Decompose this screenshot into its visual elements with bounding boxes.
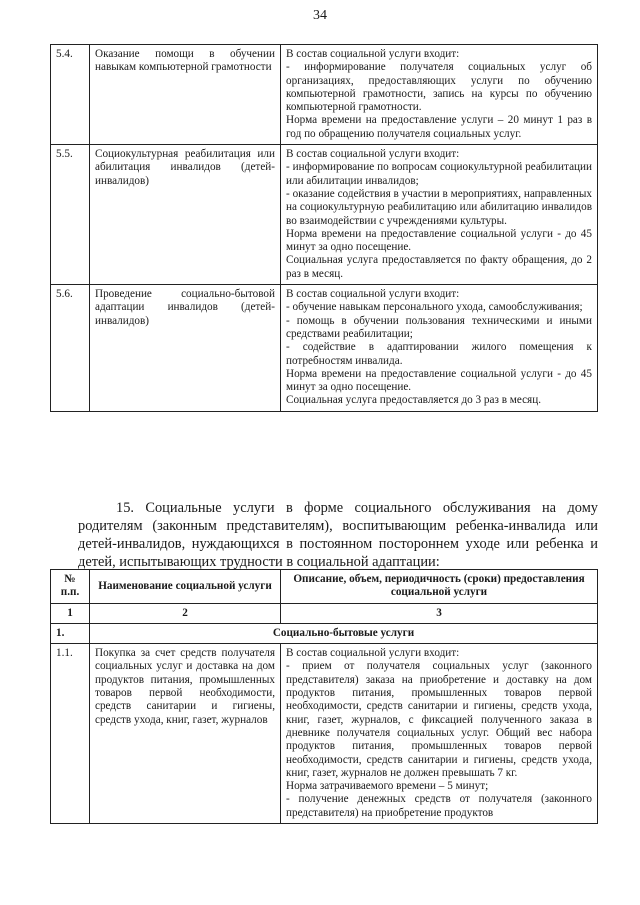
service-name: Оказание помощи в обучении навыкам компьютерной грамотности [90,45,281,145]
row-number: 5.4. [51,45,90,145]
header-description: Описание, объем, периодичность (сроки) предоставления социальной услуги [281,570,598,604]
table-header-row [51,570,598,604]
services-table-continued [50,44,598,412]
service-name: Социокультурная реабилитация или абилитация инвалидов (детей-инвалидов) [90,145,281,285]
description-line: - содействие в адаптировании жилого помещения к потребностям инвалида. [286,341,592,367]
section-intro-paragraph: 15. Социальные услуги в форме социального обслуживания на дому родителям (законным представителям), воспитывающим ребенка-инвалида или детей-инвалидов, нуждающихся в постоянном постороннем уходе или ребенка и детей, испытывающих трудности в социальной адаптации: [78,500,598,570]
table-index-row [51,603,598,623]
row-number: 1.1. [51,644,90,824]
header-service-name: Наименование социальной услуги [90,570,281,604]
section-title: Социально-бытовые услуги [90,623,598,643]
description-line: Норма затрачиваемого времени – 5 минут; [286,780,489,793]
description-line: В состав социальной услуги входит: [286,48,460,60]
section-row [51,623,598,643]
description-line: - оказание содействия в участии в мероприятиях, направленных на социокультурную реабилитацию или абилитацию инвалидов во взаимодействии с учреждениями культуры. [286,187,592,227]
description-line: В состав социальной услуги входит: [286,647,460,660]
description-line: Норма времени на предоставление социальной услуги - до 45 минут за одно посещение. [286,367,592,394]
description-line: - обучение навыкам персонального ухода, самообслуживания; [286,301,583,314]
description-line: - получение денежных средств от получателя (законного представителя) на приобретение продуктов [286,793,592,819]
section-number: 1. [51,623,90,643]
index-cell: 3 [281,603,598,623]
service-description [281,644,598,824]
description-line: Социальная услуга предоставляется до 3 раз в месяц. [286,394,541,407]
service-name: Покупка за счет средств получателя социальных услуг и доставка на дом продуктов питания, промышленных товаров первой необходимости, средств санитарии и гигиены, средств ухода, книг, газет, журналов [90,644,281,824]
service-description [281,145,598,285]
description-line: - помощь в обучении пользования техническими и иными средствами реабилитации; [286,314,592,340]
page-number: 34 [313,8,327,23]
row-number: 5.6. [51,285,90,412]
table-row [51,145,598,285]
description-line: - информирование получателя социальных услуг об организациях, предоставляющих услуги по обучению компьютерной грамотности, запись на курсы по обучению компьютерной грамотности. [286,61,592,114]
header-number: № п.п. [51,570,90,604]
row-number: 5.5. [51,145,90,285]
index-cell: 2 [90,603,281,623]
index-cell: 1 [51,603,90,623]
description-line: Норма времени на предоставление услуги – 20 минут 1 раз в год по обращению получателя социальных услуг. [286,114,592,140]
description-line: В состав социальной услуги входит: [286,288,460,301]
description-line: Социальная услуга предоставляется по факту обращения, до 2 раз в месяц. [286,254,592,280]
service-description [281,285,598,412]
service-description [281,45,598,145]
table-row [51,285,598,412]
table-row [51,45,598,145]
description-line: - прием от получателя социальных услуг (законного представителя) заказа на приобретение и доставку на дом продуктов питания, промышленных товаров первой необходимости, средств санитарии и гигиены, средств ухода, книг, газет, журналов, с фиксацией полученного заказа в дневнике получателя социальных услуг. Общий вес набора продуктов питания, промышленных товаров первой необходимости, средств санитарии и гигиены, средств ухода, книг, газет, журналов не должен превышать 7 кг. [286,660,592,779]
description-line: В состав социальной услуги входит: [286,148,460,161]
services-table [50,569,598,824]
service-name: Проведение социально-бытовой адаптации инвалидов (детей-инвалидов) [90,285,281,412]
table-row [51,644,598,824]
description-line: Норма времени на предоставление социальной услуги - до 45 минут за одно посещение. [286,227,592,254]
description-line: - информирование по вопросам социокультурной реабилитации или абилитации инвалидов; [286,161,592,187]
